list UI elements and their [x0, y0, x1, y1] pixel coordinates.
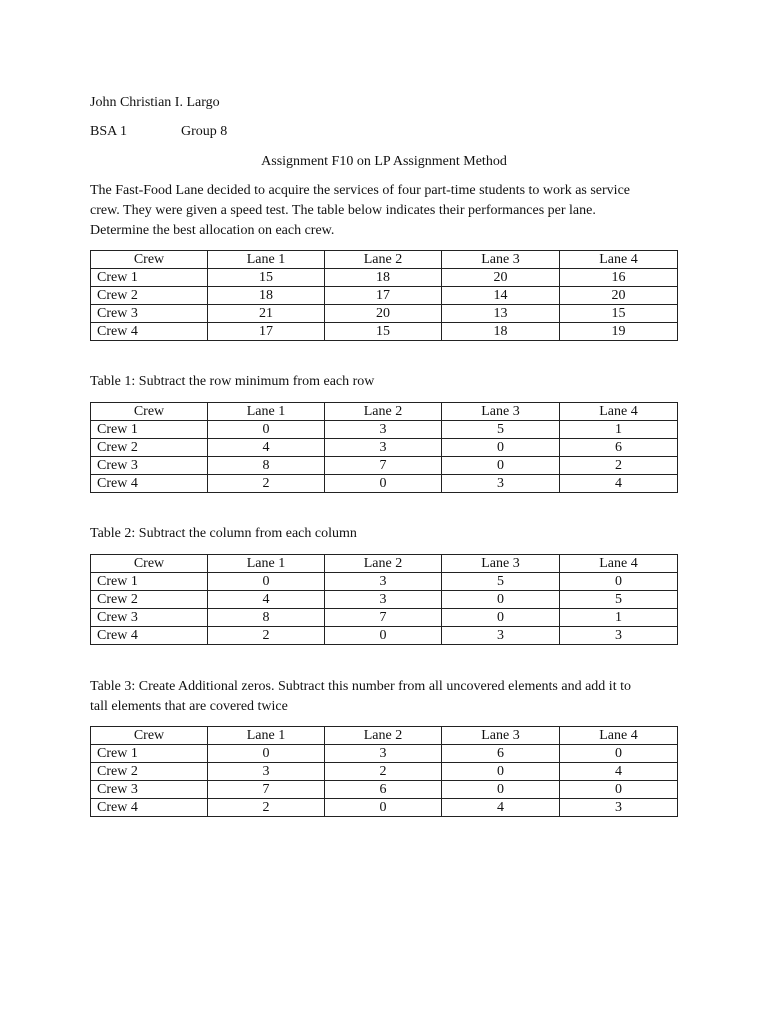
table-cell: 20: [325, 305, 442, 323]
table-cell: 2: [208, 799, 325, 817]
table-cell: 18: [442, 323, 560, 341]
intro-paragraph: [90, 181, 690, 241]
table-cell: 3: [208, 763, 325, 781]
column-header: Lane 2: [325, 251, 442, 269]
column-header: Lane 1: [208, 251, 325, 269]
table-cell: 0: [560, 781, 678, 799]
table-cell: 16: [560, 269, 678, 287]
table-row: [91, 305, 678, 323]
table-header-row: [91, 727, 678, 745]
table-cell: Crew 3: [91, 781, 208, 799]
column-header: Lane 2: [325, 555, 442, 573]
table-cell: 0: [442, 457, 560, 475]
table-row: [91, 439, 678, 457]
table-cell: 0: [442, 591, 560, 609]
table-cell: Crew 4: [91, 627, 208, 645]
column-header: Crew: [91, 555, 208, 573]
table-row: [91, 799, 678, 817]
column-header: Lane 2: [325, 727, 442, 745]
table-row: [91, 573, 678, 591]
table-row: [91, 745, 678, 763]
column-header: Crew: [91, 403, 208, 421]
column-header: Lane 1: [208, 403, 325, 421]
table-header-row: [91, 555, 678, 573]
table-row: [91, 287, 678, 305]
table-cell: Crew 3: [91, 305, 208, 323]
table-cell: 4: [208, 439, 325, 457]
table-cell: 4: [560, 763, 678, 781]
table-row: [91, 627, 678, 645]
table-cell: 2: [208, 627, 325, 645]
table-cell: 14: [442, 287, 560, 305]
table-cell: 0: [325, 627, 442, 645]
column-header: Lane 4: [560, 727, 678, 745]
column-header: Lane 4: [560, 555, 678, 573]
table-2-caption: Table 2: Subtract the column from each column: [90, 526, 357, 541]
caption-line: Table 3: Create Additional zeros. Subtract this number from all uncovered elements and add it to: [90, 679, 631, 694]
column-header: Lane 1: [208, 727, 325, 745]
table-cell: Crew 1: [91, 745, 208, 763]
group-label: Group 8: [181, 124, 228, 139]
table-row: [91, 421, 678, 439]
table-cell: 5: [442, 421, 560, 439]
table-cell: 4: [560, 475, 678, 493]
column-header: Lane 4: [560, 251, 678, 269]
table-row: [91, 457, 678, 475]
intro-line: Determine the best allocation on each crew.: [90, 223, 335, 238]
table-cell: 0: [208, 745, 325, 763]
table-cell: 0: [442, 763, 560, 781]
table-cell: 3: [325, 745, 442, 763]
column-header: Lane 4: [560, 403, 678, 421]
table-cell: 7: [208, 781, 325, 799]
table-cell: Crew 4: [91, 799, 208, 817]
table-cell: Crew 1: [91, 269, 208, 287]
table-cell: 3: [325, 573, 442, 591]
table-row: [91, 781, 678, 799]
table-cell: Crew 1: [91, 421, 208, 439]
caption-line: tall elements that are covered twice: [90, 699, 288, 714]
column-header: Lane 3: [442, 251, 560, 269]
table-cell: Crew 4: [91, 475, 208, 493]
table-header-row: [91, 403, 678, 421]
course-label: BSA 1: [90, 124, 127, 139]
column-header: Crew: [91, 251, 208, 269]
table-cell: 0: [325, 799, 442, 817]
table-cell: Crew 3: [91, 609, 208, 627]
table-cell: 0: [442, 609, 560, 627]
table-3: [90, 726, 678, 817]
table-cell: 15: [325, 323, 442, 341]
table-cell: 3: [325, 421, 442, 439]
column-header: Lane 3: [442, 555, 560, 573]
table-cell: 0: [325, 475, 442, 493]
table-cell: 0: [208, 573, 325, 591]
table-cell: 7: [325, 609, 442, 627]
table-cell: 20: [442, 269, 560, 287]
table-row: [91, 763, 678, 781]
assignment-title: Assignment F10 on LP Assignment Method: [261, 154, 507, 169]
table-row: [91, 591, 678, 609]
table-cell: 3: [442, 627, 560, 645]
table-cell: 8: [208, 457, 325, 475]
table-cell: 20: [560, 287, 678, 305]
table-cell: 6: [325, 781, 442, 799]
column-header: Lane 2: [325, 403, 442, 421]
table-cell: 0: [208, 421, 325, 439]
table-3-caption: [90, 677, 690, 717]
table-cell: 0: [442, 439, 560, 457]
table-row: [91, 609, 678, 627]
table-cell: 17: [208, 323, 325, 341]
table-cell: 2: [560, 457, 678, 475]
table-cell: 17: [325, 287, 442, 305]
table-cell: 8: [208, 609, 325, 627]
table-cell: 2: [208, 475, 325, 493]
column-header: Lane 3: [442, 403, 560, 421]
column-header: Lane 1: [208, 555, 325, 573]
table-cell: 2: [325, 763, 442, 781]
column-header: Lane 3: [442, 727, 560, 745]
table-cell: Crew 1: [91, 573, 208, 591]
table-cell: 18: [325, 269, 442, 287]
table-cell: 3: [560, 799, 678, 817]
table-cell: 4: [442, 799, 560, 817]
table-1: [90, 402, 678, 493]
intro-line: The Fast-Food Lane decided to acquire the services of four part-time students to work as service: [90, 183, 630, 198]
table-header-row: [91, 251, 678, 269]
table-cell: Crew 2: [91, 591, 208, 609]
table-row: [91, 475, 678, 493]
table-cell: 13: [442, 305, 560, 323]
table-cell: Crew 3: [91, 457, 208, 475]
table-cell: 6: [560, 439, 678, 457]
table-cell: 0: [560, 573, 678, 591]
table-cell: 19: [560, 323, 678, 341]
table-cell: 0: [560, 745, 678, 763]
table-cell: 3: [325, 591, 442, 609]
table-1-caption: Table 1: Subtract the row minimum from each row: [90, 374, 375, 389]
table-cell: 3: [560, 627, 678, 645]
table-cell: 1: [560, 609, 678, 627]
table-cell: 21: [208, 305, 325, 323]
table-cell: 6: [442, 745, 560, 763]
table-cell: Crew 2: [91, 439, 208, 457]
table-cell: Crew 4: [91, 323, 208, 341]
performance-table: [90, 250, 678, 341]
column-header: Crew: [91, 727, 208, 745]
table-cell: 4: [208, 591, 325, 609]
table-cell: 5: [442, 573, 560, 591]
table-cell: 5: [560, 591, 678, 609]
intro-line: crew. They were given a speed test. The table below indicates their performances per lane.: [90, 203, 596, 218]
table-cell: 0: [442, 781, 560, 799]
table-cell: 15: [208, 269, 325, 287]
table-row: [91, 323, 678, 341]
table-row: [91, 269, 678, 287]
table-cell: 18: [208, 287, 325, 305]
table-cell: 15: [560, 305, 678, 323]
author-name: John Christian I. Largo: [90, 95, 220, 110]
table-cell: 3: [442, 475, 560, 493]
table-2: [90, 554, 678, 645]
table-cell: Crew 2: [91, 763, 208, 781]
table-cell: Crew 2: [91, 287, 208, 305]
table-cell: 1: [560, 421, 678, 439]
table-cell: 7: [325, 457, 442, 475]
table-cell: 3: [325, 439, 442, 457]
